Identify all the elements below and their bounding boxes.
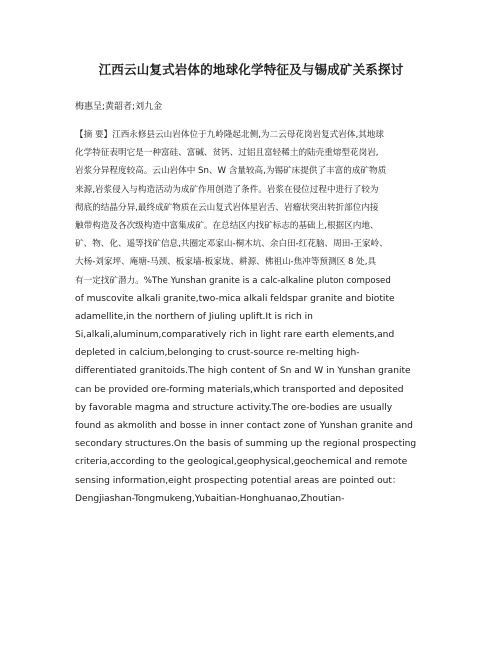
abstract-line: found as akmolith and bosse in inner contact zone of Yunshan granite and [75, 421, 413, 431]
abstract-line: 彻底的结晶分异,最终成矿物质在云山复式岩体星岩舌、岩瘤状突出转折部位内接 [75, 202, 379, 213]
abstract-line: 岩浆分异程度较高。云山岩体中 Sn、W 含量较高,为锡矿床提供了丰富的成矿物质 [75, 166, 387, 177]
abstract-block [75, 126, 455, 508]
abstract-line: 化学特征表明它是一种富硅、富碱、贫钙、过铝且富轻稀土的陆壳重熔型花岗岩, [75, 148, 379, 159]
abstract-line: depleted in calcium,belonging to crust-source re-melting high- [75, 348, 360, 359]
abstract-line: 来源,岩浆侵入与构造活动为成矿作用创造了条件。岩浆在侵位过程中进行了较为 [75, 184, 379, 195]
abstract-line: of muscovite alkali granite,two-mica alkali feldspar granite and biotite [75, 293, 395, 304]
author-list: 梅惠呈;黄韶者;刘九金 [75, 102, 163, 112]
abstract-line: 有一定找矿潜力。%The Yunshan granite is a calc-alkaline pluton composed [75, 275, 391, 286]
abstract-line: Dengjiashan-Tongmukeng,Yubaitian-Honghuanao,Zhoutian- [75, 493, 345, 504]
abstract-line: secondary structures.On the basis of summing up the regional prospecting [75, 439, 417, 450]
abstract-line: 矿、物、化、遥等找矿信息,共圈定邓家山-桐木坑、余白田-红花脑、周田-王家岭、 [75, 239, 388, 250]
abstract-line: Si,alkali,aluminum,comparatively rich in light rare earth elements,and [75, 330, 395, 341]
abstract-line: by favorable magma and structure activity.The ore-bodies are usually [75, 402, 393, 413]
abstract-line: criteria,according to the geological,geophysical,geochemical and remote [75, 457, 408, 468]
abstract-line: can be provided ore-forming materials,which transported and deposited [75, 384, 404, 395]
abstract-line: differentiated granitoids.The high content of Sn and W in Yunshan granite [75, 366, 411, 377]
abstract-line: 大杨-刘家坪、庵塘-马颈、板家墙-板家垅、耕源、佛祖山-焦冲等预测区 8 处,具 [75, 257, 377, 268]
abstract-line: 触带构造及各次级构造中富集成矿。在总结区内找矿标志的基础上,根据区内地、 [75, 220, 379, 231]
paper-title: 江西云山复式岩体的地球化学特征及与锡成矿关系探讨 [98, 62, 404, 77]
abstract-line: adamellite,in the northern of Jiuling uplift.It is rich in [75, 311, 313, 322]
abstract-line: sensing information,eight prospecting potential areas are pointed out： [75, 475, 402, 486]
abstract-line: 【摘 要】江西永修县云山岩体位于九岭隆起北侧,为二云母花岗岩复式岩体,其地球 [75, 130, 384, 140]
